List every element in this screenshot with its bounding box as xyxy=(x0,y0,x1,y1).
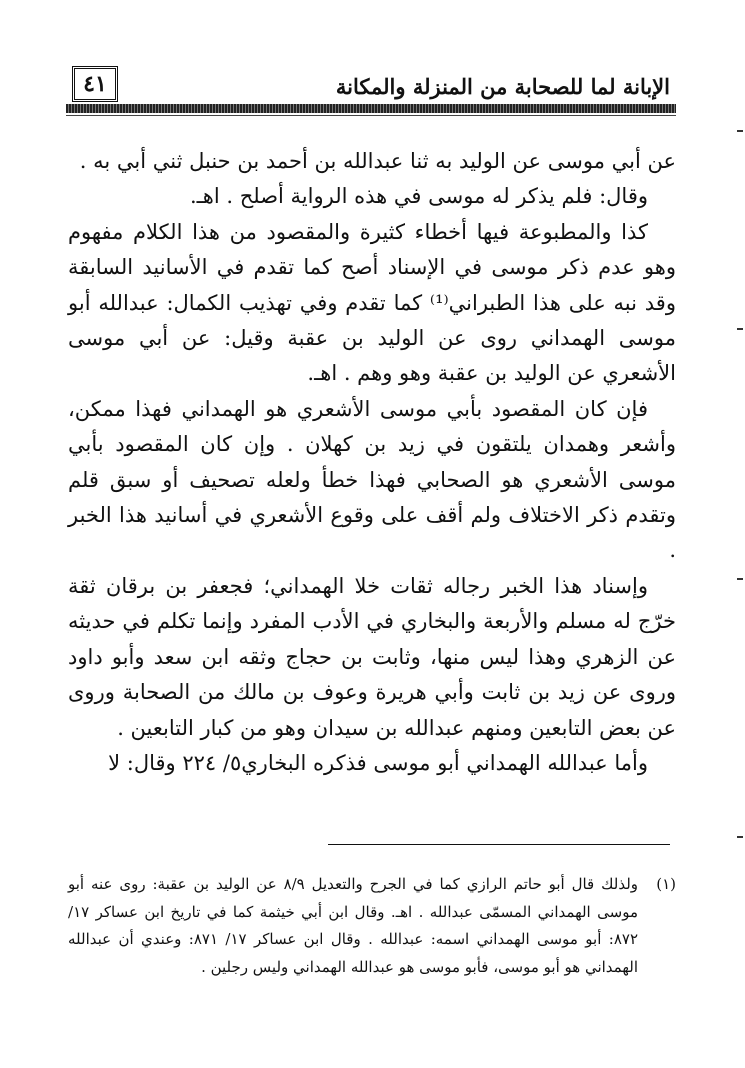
margin-mark xyxy=(737,836,743,838)
main-text xyxy=(68,144,676,781)
margin-mark xyxy=(737,328,743,330)
paragraph-2: وقال: فلم يذكر له موسى في هذه الرواية أصلح . اهـ. xyxy=(189,184,648,209)
margin-mark xyxy=(737,578,743,580)
header-rule-thin xyxy=(66,115,676,116)
footnote-number: (١) xyxy=(656,875,676,893)
header-rule xyxy=(66,104,676,113)
paragraph-6: وأما عبدالله الهمداني أبو موسى فذكره البخاري٥/ ٢٢٤ وقال: لا xyxy=(108,750,648,775)
paragraph-3: كذا والمطبوعة فيها أخطاء كثيرة والمقصود من هذا الكلام مفهوم وهو عدم ذكر موسى في الإسناد أصح كما تقدم في الأسانيد السابقة وقد نبه على هذا الطبراني⁽¹⁾ كما تقدم وفي تهذيب الكمال: عبدالله أبو موسى الهمداني روى عن الوليد بن عقبة وقيل: عن أبي موسى الأشعري عن الوليد بن عقبة وهو وهم . اهـ. xyxy=(68,219,676,386)
margin-mark xyxy=(737,130,743,132)
footnote-text: ولذلك قال أبو حاتم الرازي كما في الجرح والتعديل ٨/٩ عن الوليد بن عقبة: روى عنه أبو موسى الهمداني المسمّى عبدالله . اهـ. وقال ابن أبي خيثمة كما في تاريخ ابن عساكر ١٧/ ٨٧٢: أبو موسى الهمداني اسمه: عبدالله . وقال ابن عساكر ١٧/ ٨٧١: وعندي أن عبدالله الهمداني هو أبو موسى، فأبو موسى هو عبدالله الهمداني وليس رجلين . xyxy=(68,875,639,977)
paragraph-5: وإسناد هذا الخبر رجاله ثقات خلا الهمداني؛ فجعفر بن برقان ثقة خرّج له مسلم والأربعة والبخاري في الأدب المفرد وإنما تكلم في حديثه عن الزهري وهذا ليس منها، وثابت بن حجاج وثقه ابن سعد وأبو داود وروى عن زيد بن ثابت وأبي هريرة وعوف بن مالك من الصحابة وروى عن بعض التابعين ومنهم عبدالله بن سيدان وهو من كبار التابعين . xyxy=(68,573,676,740)
footnotes xyxy=(68,871,676,982)
paragraph-4: فإن كان المقصود بأبي موسى الأشعري هو الهمداني فهذا ممكن، وأشعر وهمدان يلتقون في زيد بن كهلان . وإن كان المقصود بأبي موسى الأشعري هو الصحابي فهذا خطأ ولعله تصحيف أو سبق قلم وتقدم ذكر الاختلاف ولم أقف على وقوع الأشعري في أسانيد هذا الخبر . xyxy=(68,396,676,563)
page-number: ٤١ xyxy=(83,71,107,97)
page-number-box xyxy=(72,66,118,102)
paragraph-1: عن أبي موسى عن الوليد به ثنا عبدالله بن أحمد بن حنبل ثني أبي به . xyxy=(79,149,676,173)
footnote-separator xyxy=(328,844,670,845)
running-header-title: الإبانة لما للصحابة من المنزلة والمكانة xyxy=(335,74,670,99)
